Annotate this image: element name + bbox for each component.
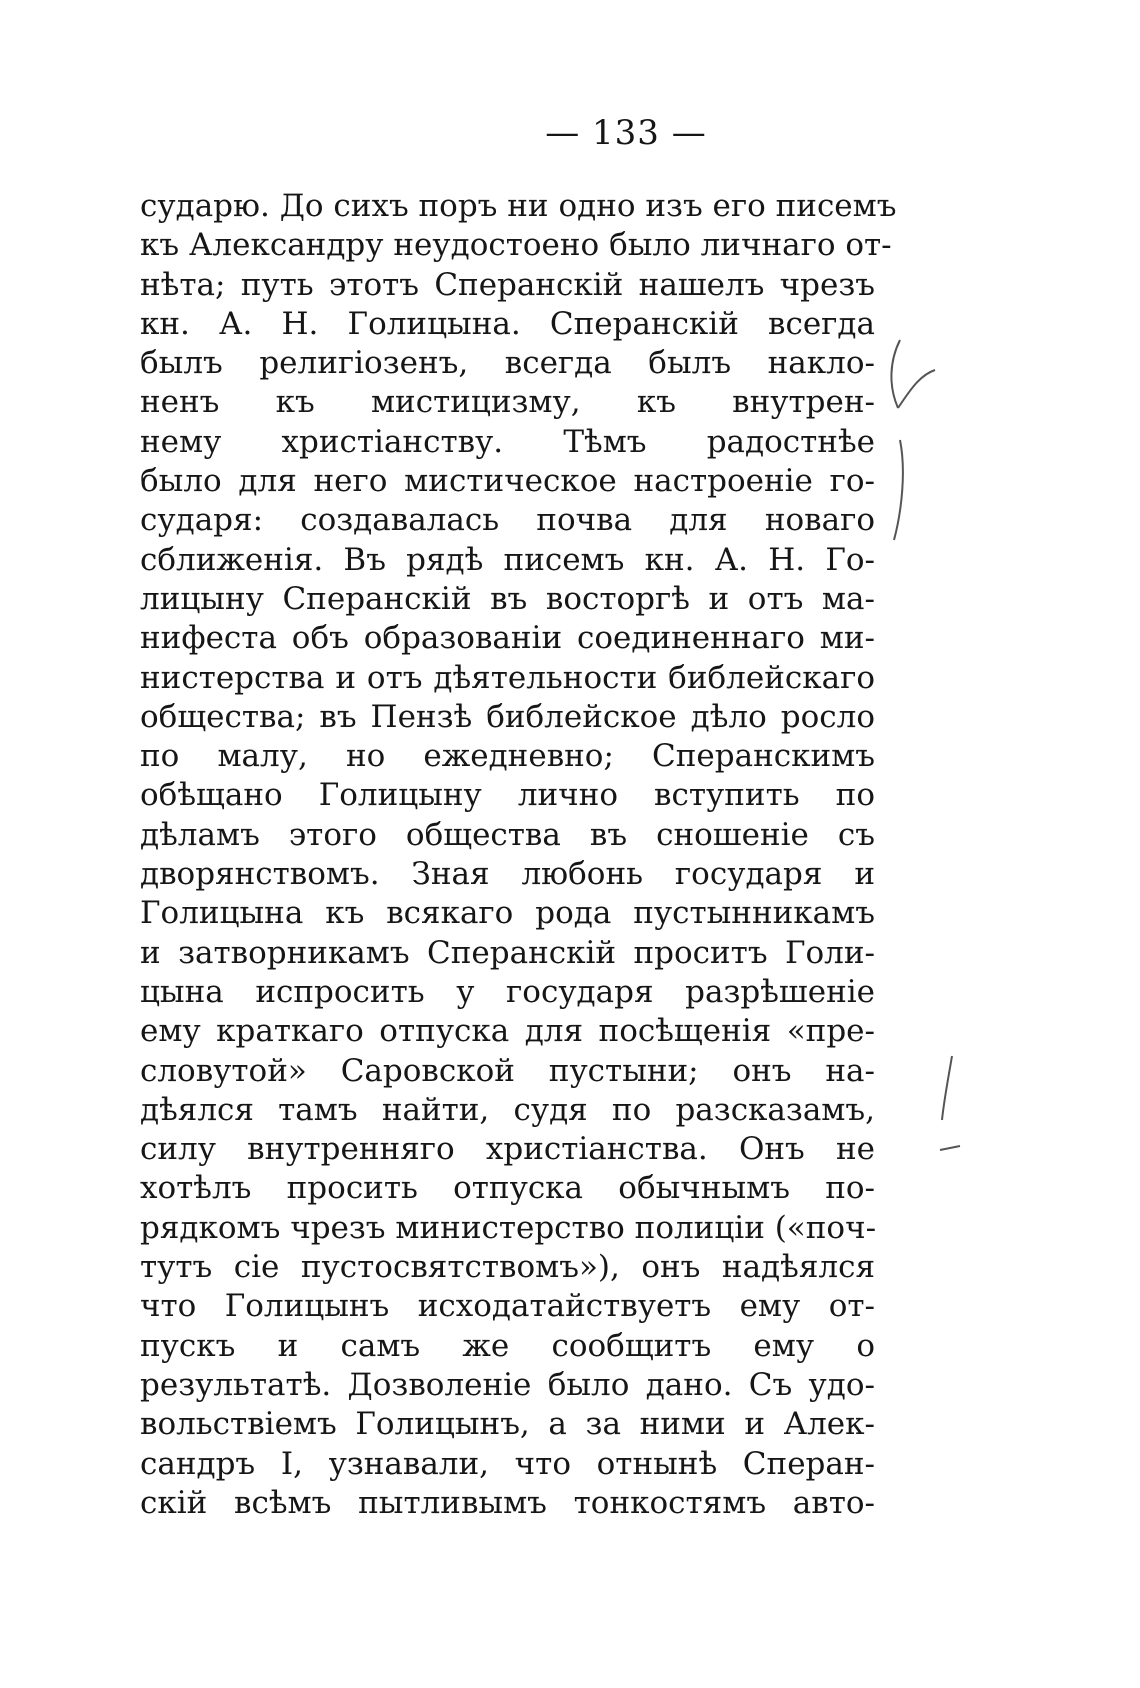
- text-line: нему христіанству. Тѣмъ радостнѣе: [140, 423, 875, 460]
- text-line: сударя: создавалась почва для новаго: [140, 502, 875, 539]
- text-line: силу внутренняго христіанства. Онъ не: [140, 1131, 875, 1168]
- text-line: общества; въ Пензѣ библейское дѣло росло: [140, 698, 875, 735]
- text-line: нѣта; путь этотъ Сперанскій нашелъ чрезъ: [140, 266, 875, 303]
- text-line: и затворникамъ Сперанскій проситъ Голи-: [140, 934, 875, 971]
- text-line: нистерства и отъ дѣятельности библейскаго: [140, 659, 875, 696]
- text-line: дѣялся тамъ найти, судя по разсказамъ,: [140, 1091, 875, 1128]
- page-number: — 133 —: [545, 113, 707, 153]
- text-line: обѣщано Голицыну лично вступить по: [140, 777, 875, 814]
- text-line: Голицына къ всякаго рода пустынникамъ: [140, 895, 875, 932]
- text-line: дѣламъ этого общества въ сношеніе съ: [140, 816, 875, 853]
- text-line: хотѣлъ просить отпуска обычнымъ по-: [140, 1170, 875, 1207]
- body-text: [140, 187, 897, 1523]
- text-line: словутой» Саровской пустыни; онъ на-: [140, 1052, 875, 1089]
- margin-annotation-mark: [930, 1050, 970, 1170]
- margin-annotation-mark: [880, 330, 950, 550]
- text-line: нифеста объ образованіи соединеннаго ми-: [140, 620, 875, 657]
- text-line: лицыну Сперанскій въ восторгѣ и отъ ма-: [140, 580, 875, 617]
- text-line: кн. А. Н. Голицына. Сперанскій всегда: [140, 305, 875, 342]
- text-line: цына испросить у государя разрѣшеніе: [140, 973, 875, 1010]
- text-line: ненъ къ мистицизму, къ внутрен-: [140, 384, 875, 421]
- text-line: что Голицынъ исходатайствуетъ ему от-: [140, 1288, 875, 1325]
- text-line: сближенія. Въ рядѣ писемъ кн. А. Н. Го-: [140, 541, 875, 578]
- text-line: ему краткаго отпуска для посѣщенія «пре-: [140, 1013, 875, 1050]
- text-line: тутъ сіе пустосвятствомъ»), онъ надѣялся: [140, 1249, 875, 1286]
- text-line: по малу, но ежедневно; Сперанскимъ: [140, 738, 875, 775]
- text-line: скій всѣмъ пытливымъ тонкостямъ авто-: [140, 1484, 875, 1521]
- text-line: рядкомъ чрезъ министерство полиціи («поч-: [140, 1209, 877, 1246]
- text-line: сандръ I, узнавали, что отнынѣ Сперан-: [140, 1445, 875, 1482]
- text-line: былъ религіозенъ, всегда былъ накло-: [140, 345, 875, 382]
- text-line: къ Александру неудостоено было личнаго от-: [140, 227, 892, 264]
- text-line: вольствіемъ Голицынъ, а за ними и Алек-: [140, 1406, 875, 1443]
- text-line: результатѣ. Дозволеніе было дано. Съ удо-: [140, 1366, 875, 1403]
- text-line: пускъ и самъ же сообщитъ ему о: [140, 1327, 875, 1364]
- text-line: сударю. До сихъ поръ ни одно изъ его писемъ: [140, 188, 897, 224]
- text-line: было для него мистическое настроеніе го-: [140, 463, 875, 500]
- text-line: дворянствомъ. Зная любонь государя и: [140, 856, 875, 893]
